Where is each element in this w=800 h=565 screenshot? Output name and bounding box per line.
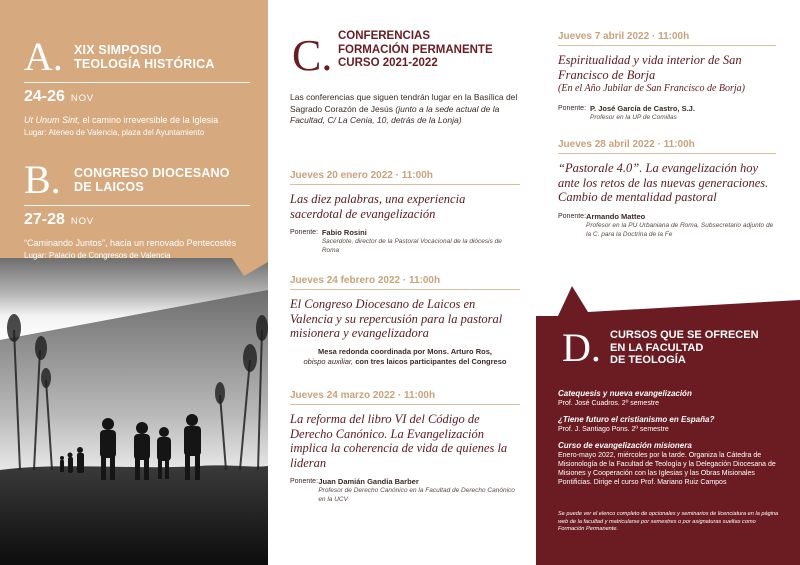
course-title: Curso de evangelización misionera bbox=[558, 441, 692, 450]
event-description: “Caminando Juntos”, hacia un renovado Pentecostés bbox=[24, 238, 237, 248]
lecture-speaker: Ponente: Armando Matteo Profesor en la PU Urbaniana de Roma, Subsecretario adjunto de la C. para la Doctrina de la Fe bbox=[558, 211, 774, 238]
event-place: Lugar: Palacio de Congresos de Valencia bbox=[24, 251, 171, 260]
event-description: Ut Unum Sint, el camino irreversible de la Iglesia bbox=[24, 115, 219, 125]
lecture-item bbox=[290, 275, 520, 367]
event-place: Lugar: Ateneo de Valencia, plaza del Ayuntamiento bbox=[24, 128, 205, 137]
footnote: Se puede ver el elenco completo de opcionales y seminarios de licenciatura en la página web de la facultad y matricularse por semestres o por asignaturas sueltas como Formación Permanente. bbox=[558, 511, 779, 532]
left-panel bbox=[0, 0, 268, 565]
event-date: 27-28 NOV bbox=[24, 211, 94, 228]
lecture-speaker: Ponente: Juan Damián Gandía Barber Profesor de Derecho Canónico en la Facultad de Derecho Canónico en la UCV bbox=[290, 477, 515, 503]
divider bbox=[24, 205, 250, 206]
course-title: Catequesis y nueva evangelización bbox=[558, 389, 692, 398]
section-title: CONGRESO DIOCESANO DE LAICOS bbox=[74, 166, 230, 194]
course-details: Prof. J. Santiago Pons. 2º semestre bbox=[558, 426, 669, 433]
section-letter: A. bbox=[24, 34, 63, 79]
lecture-item bbox=[290, 390, 520, 504]
event-date: 24-26 NOV bbox=[24, 88, 94, 105]
section-title: XIX SIMPOSIO TEOLOGÍA HISTÓRICA bbox=[74, 43, 215, 71]
section-c-header bbox=[292, 30, 493, 78]
section-c-intro: Las conferencias que siguen tendrán lugar en la Basílica del Sagrado Corazón de Jesús (junto a la sede actual de la Facultad, C/ La Cenia, 10, detrás de la Lonja) bbox=[290, 92, 518, 125]
divider bbox=[24, 82, 250, 83]
section-letter: C. bbox=[292, 31, 333, 80]
lecture-date: Jueves 7 abril 2022 · 11:00h bbox=[558, 31, 776, 46]
course-title: ¿Tiene futuro el cristianismo en España? bbox=[558, 415, 715, 424]
section-d-header bbox=[562, 325, 759, 370]
lecture-speaker: Ponente: P. José García de Castro, S.J. Profesor en la UP de Comillas bbox=[558, 103, 695, 121]
course-item bbox=[558, 415, 780, 434]
course-details: Prof. José Cuadros. 2º semestre bbox=[558, 400, 659, 407]
section-letter: D. bbox=[562, 325, 601, 370]
lecture-date: Jueves 24 febrero 2022 · 11:00h bbox=[290, 275, 520, 290]
lecture-date: Jueves 24 marzo 2022 · 11:00h bbox=[290, 390, 520, 405]
lecture-date: Jueves 28 abril 2022 · 11:00h bbox=[558, 139, 776, 154]
section-title: CURSOS QUE SE OFRECEN EN LA FACULTAD DE TEOLOGÍA bbox=[610, 329, 759, 367]
course-list bbox=[558, 389, 780, 494]
lecture-title: “Pastorale 4.0”. La evangelización hoy ante los retos de las nuevas generaciones. Cambio de mentalidad pastoral bbox=[558, 161, 769, 204]
lecture-title: El Congreso Diocesano de Laicos en Valencia y su repercusión para la pastoral misionera y evangelizadora bbox=[290, 297, 503, 340]
lecture-title: La reforma del libro VI del Código de Derecho Canónico. La Evangelización implica la coherencia de vida de quienes la lideran bbox=[290, 412, 508, 470]
lecture-item bbox=[290, 170, 520, 255]
lecture-title: Las diez palabras, una experiencia sacerdotal de evangelización bbox=[290, 192, 466, 221]
course-item bbox=[558, 389, 780, 408]
lecture-title: Espiritualidad y vida interior de San Francisco de Borja (En el Año Jubilar de San Francisco de Borja) bbox=[558, 53, 746, 94]
middle-panel bbox=[268, 0, 536, 565]
course-details: Enero-mayo 2022, miércoles por la tarde. Organiza la Cátedra de Misionología de la Facultad de Teología y la Delegación Diocesana de Misiones y Cooperación con las Iglesias y las Obras Misionales Pontificias. Dirige el curso Prof. Mariano Ruiz Campos bbox=[558, 452, 776, 486]
lecture-date: Jueves 20 enero 2022 · 11:00h bbox=[290, 170, 520, 185]
lecture-speaker: Ponente: Fabio Rosini Sacerdote, director de la Pastoral Vocacional de la diócesis de Roma bbox=[290, 228, 502, 254]
section-a bbox=[24, 34, 250, 137]
section-title: CONFERENCIAS FORMACIÓN PERMANENTE CURSO 2021-2022 bbox=[338, 30, 493, 69]
course-item bbox=[558, 441, 780, 487]
section-b bbox=[24, 157, 250, 260]
section-letter: B. bbox=[24, 157, 61, 202]
round-table-note: Mesa redonda coordinada por Mons. Arturo Ros, obispo auxiliar, con tres laicos participantes del Congreso bbox=[303, 346, 507, 366]
